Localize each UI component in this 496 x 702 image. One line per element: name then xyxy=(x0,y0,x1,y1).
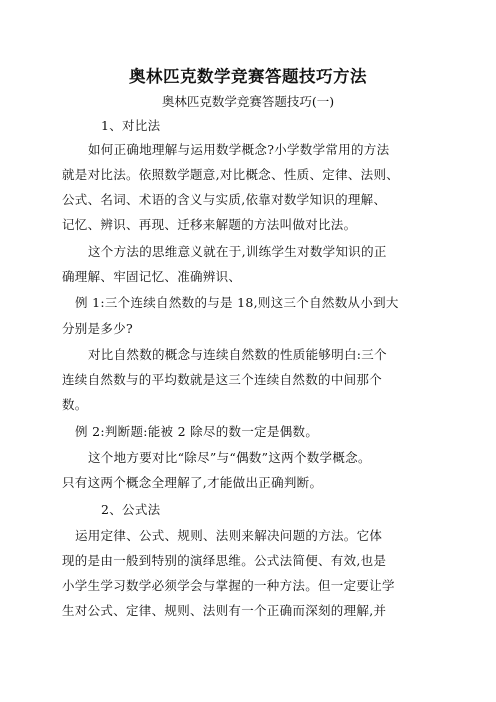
paragraph-line: 小学生学习数学必须学会与掌握的一种方法。但一定要让学 xyxy=(62,578,395,593)
section-heading-formula: 2、公式法 xyxy=(101,502,161,517)
paragraph-line: 运用定律、公式、规则、法则来解决问题的方法。它体 xyxy=(75,528,383,543)
paragraph-line: 确理解、牢固记忆、准确辨识、 xyxy=(62,269,242,284)
document-title: 奥林匹克数学竞赛答题技巧方法 xyxy=(129,67,367,86)
paragraph-line: 只有这两个概念全理解了,才能做出正确判断。 xyxy=(62,475,323,490)
paragraph-line: 就是对比法。依照数学题意,对比概念、性质、定律、法则、 xyxy=(62,167,400,182)
paragraph-line: 这个方法的思维意义就在于,训练学生对数学知识的正 xyxy=(88,244,387,259)
document-subtitle: 奥林匹克数学竞赛答题技巧(一) xyxy=(161,94,335,109)
paragraph-line: 生对公式、定律、规则、法则有一个正确而深刻的理解,并 xyxy=(62,603,387,618)
paragraph-line: 这个地方要对比“除尽”与“偶数”这两个数学概念。 xyxy=(88,450,371,465)
paragraph-line: 数。 xyxy=(62,397,88,412)
paragraph-line: 如何正确地理解与运用数学概念?小学数学常用的方法 xyxy=(88,142,390,157)
paragraph-line: 对比自然数的概念与连续自然数的性质能够明白:三个 xyxy=(88,347,387,362)
example-line: 例 2:判断题:能被 2 除尽的数一定是偶数。 xyxy=(75,424,319,439)
paragraph-line: 现的是由一般到特别的演绎思维。公式法简便、有效,也是 xyxy=(62,553,387,568)
paragraph-line: 公式、名词、术语的含义与实质,依靠对数学知识的理解、 xyxy=(62,192,387,207)
section-heading-comparison: 1、对比法 xyxy=(101,118,161,133)
paragraph-line: 记忆、辨识、再现、迁移来解题的方法叫做对比法。 xyxy=(62,217,357,232)
paragraph-line: 连续自然数与的平均数就是这三个连续自然数的中间那个 xyxy=(62,372,383,387)
example-line: 例 1:三个连续自然数的与是 18,则这三个自然数从小到大 xyxy=(75,295,399,310)
example-line: 分别是多少? xyxy=(62,321,134,336)
